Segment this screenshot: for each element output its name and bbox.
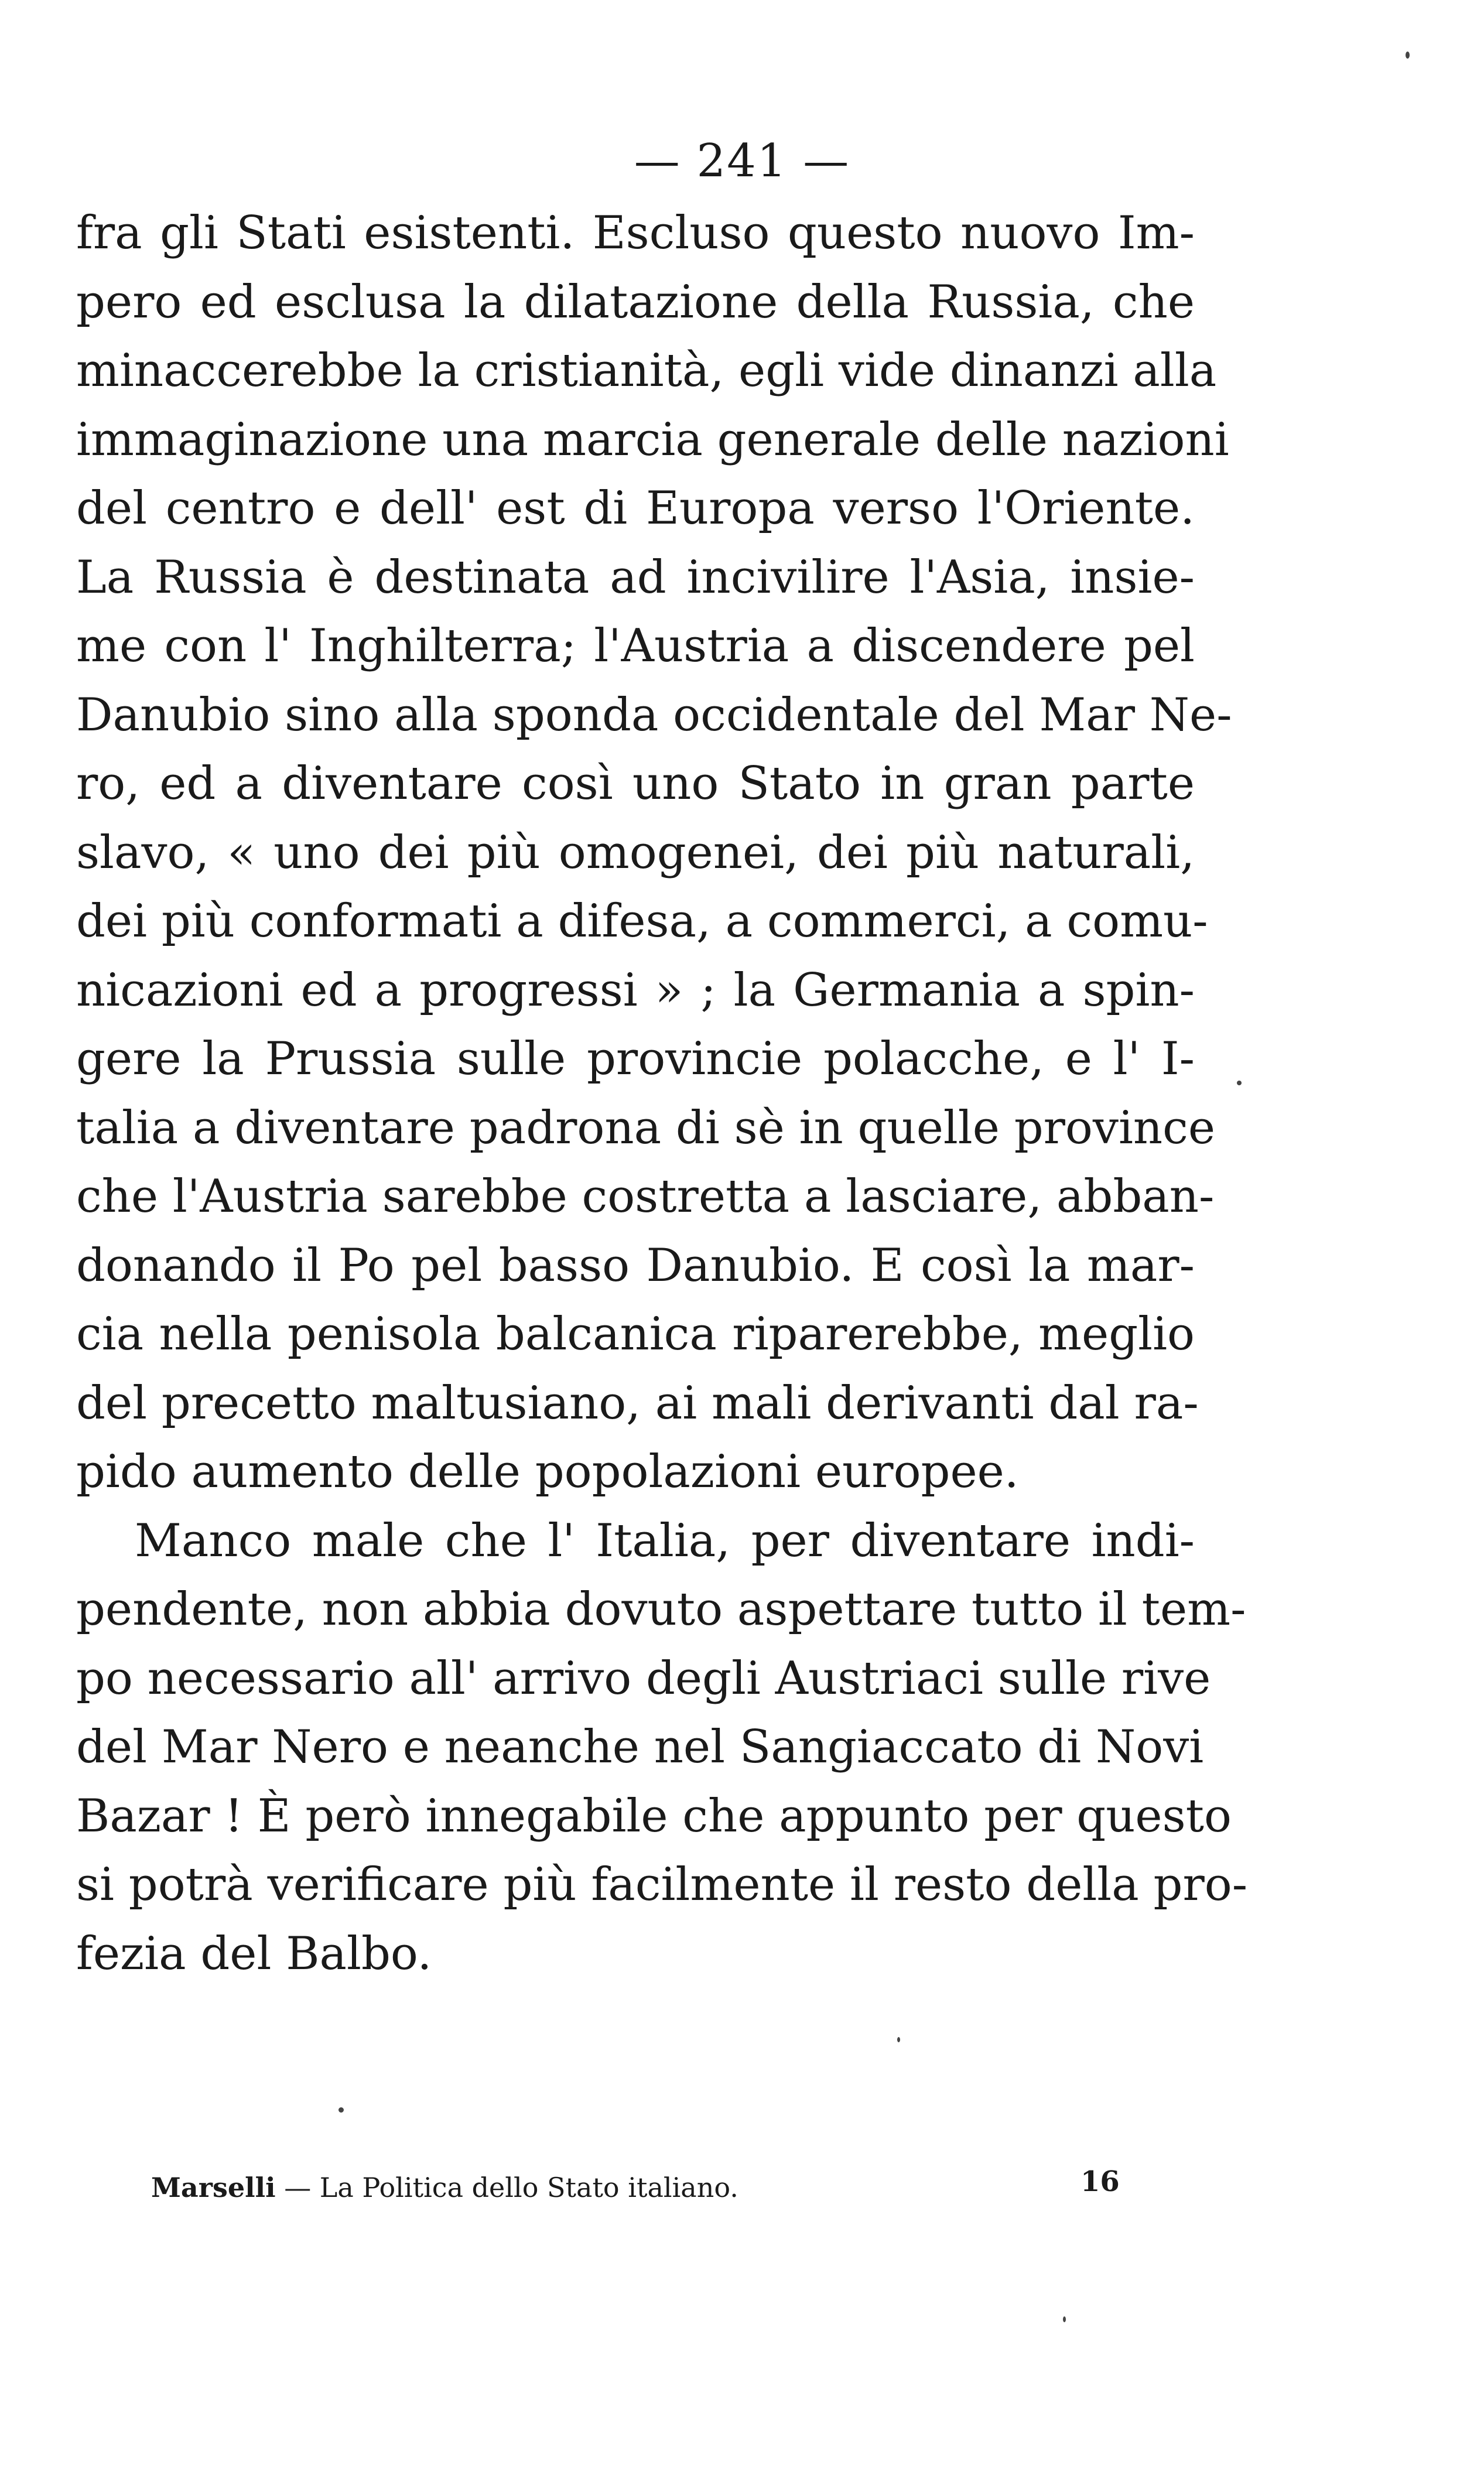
text-line: donando il Po pel basso Danubio. E così la mar- <box>76 1239 1195 1292</box>
text-line: pendente, non abbia dovuto aspettare tutto il tem- <box>76 1583 1246 1636</box>
signature-mark: 16 <box>1080 2165 1120 2198</box>
text-line: Danubio sino alla sponda occidentale del Mar Ne- <box>76 688 1232 741</box>
text-line: immaginazione una marcia generale delle nazioni <box>76 413 1229 466</box>
text-line: si potrà verificare più facilmente il resto della pro- <box>76 1858 1248 1911</box>
text-line: fezia del Balbo. <box>76 1927 432 1980</box>
text-line: slavo, « uno dei più omogenei, dei più naturali, <box>76 826 1195 879</box>
page-number: — 241 — <box>634 135 850 187</box>
text-line: del centro e dell' est di Europa verso l'Oriente. <box>76 482 1195 535</box>
text-line: nicazioni ed a progressi » ; la Germania a spin- <box>76 963 1195 1017</box>
text-line: Bazar ! È però innegabile che appunto per questo <box>76 1789 1232 1843</box>
text-line: La Russia è destinata ad incivilire l'Asia, insie- <box>76 551 1195 604</box>
footer-author: Marselli <box>151 2172 276 2203</box>
text-line: pero ed esclusa la dilatazione della Russia, che <box>76 275 1195 329</box>
text-line: ro, ed a diventare così uno Stato in gran parte <box>76 757 1195 810</box>
footer-book-title: — La Politica dello Stato italiano. <box>284 2172 738 2203</box>
text-line: Manco male che l' Italia, per diventare indi- <box>135 1514 1195 1567</box>
text-line: cia nella penisola balcanica riparerebbe, meglio <box>76 1308 1195 1361</box>
text-line: po necessario all' arrivo degli Austriaci sulle rive <box>76 1652 1211 1705</box>
text-line: del precetto maltusiano, ai mali derivanti dal ra- <box>76 1376 1199 1430</box>
ink-speck <box>1063 2316 1066 2322</box>
ink-speck <box>338 2107 344 2113</box>
text-line: gere la Prussia sulle provincie polacche, e l' I- <box>76 1033 1195 1085</box>
body-text <box>76 199 1248 1988</box>
ink-speck <box>1406 52 1410 59</box>
text-line: del Mar Nero e neanche nel Sangiaccato di Novi <box>76 1721 1204 1773</box>
text-line: talia a diventare padrona di sè in quelle province <box>76 1101 1215 1154</box>
ink-speck <box>897 2037 900 2042</box>
ink-speck <box>1237 1081 1242 1085</box>
text-line: minaccerebbe la cristianità, egli vide dinanzi alla <box>76 344 1217 397</box>
text-line: dei più conformati a difesa, a commerci, a comu- <box>76 895 1208 948</box>
footer-title <box>151 2170 738 2205</box>
text-line: che l'Austria sarebbe costretta a lasciare, abban- <box>76 1170 1215 1223</box>
text-line: me con l' Inghilterra; l'Austria a discendere pel <box>76 620 1195 672</box>
text-line: fra gli Stati esistenti. Escluso questo nuovo Im- <box>76 207 1195 259</box>
text-line: pido aumento delle popolazioni europee. <box>76 1445 1019 1498</box>
